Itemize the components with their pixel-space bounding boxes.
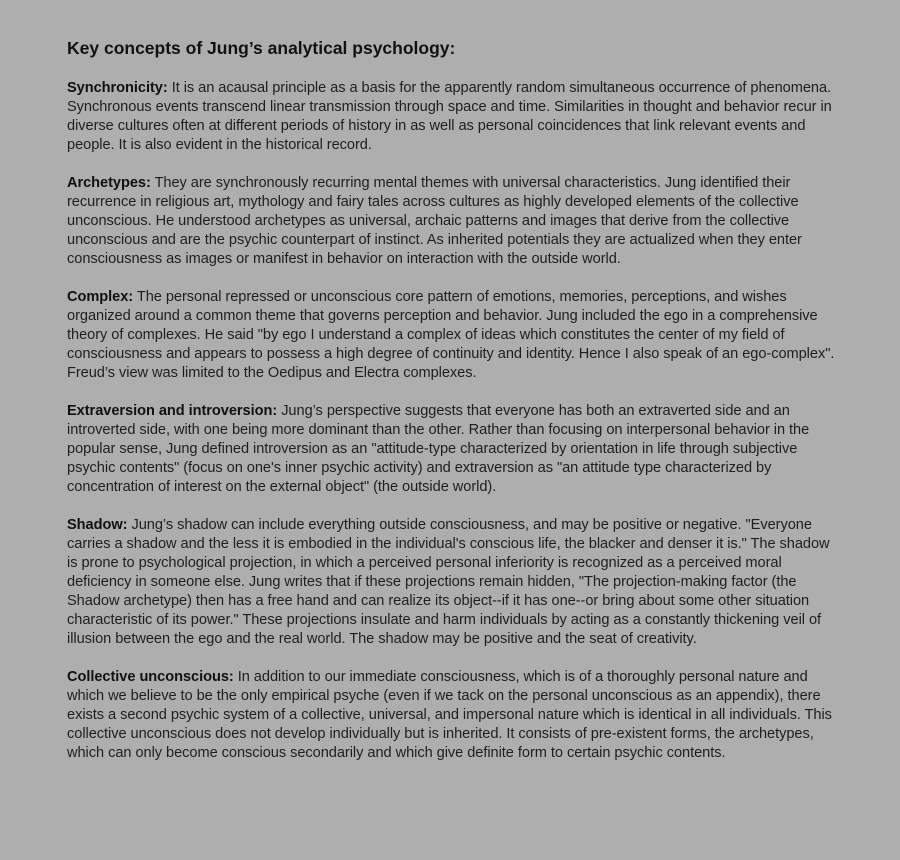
section-text: Jung’s perspective suggests that everyone has both an extraverted side and an introverted side, with one being more dominant than the other. Rather than focusing on interpersonal behavior in the popular sense, Jung defined introversion as an "attitude-type characterized by orientation in life through subjective psychic contents" (focus on one's inner psychic activity) and extraversion as "an attitude type characterized by concentration of interest on the external object" (the outside world). bbox=[67, 403, 810, 495]
section-text: They are synchronously recurring mental themes with universal characteristics. Jung identified their recurrence in religious art, mythology and fairy tales across cultures as highly developed elements of the collective unconscious. He understood archetypes as universal, archaic patterns and images that derive from the collective unconscious and are the psychic counterpart of instinct. As inherited potentials they are actualized when they enter consciousness as images or manifest in behavior on interaction with the outside world. bbox=[67, 175, 802, 267]
section-term: Collective unconscious: bbox=[67, 669, 234, 685]
section-text: The personal repressed or unconscious core pattern of emotions, memories, perceptions, and wishes organized around a common theme that governs perception and behavior. Jung included the ego in a comprehensive theory of complexes. He said "by ego I understand a complex of ideas which constitutes the center of my field of consciousness and appears to possess a high degree of continuity and identity. Hence I also speak of an ego-complex". Freud’s view was limited to the Oedipus and Electra complexes. bbox=[67, 289, 835, 381]
section-text: It is an acausal principle as a basis for the apparently random simultaneous occurrence of phenomena. Synchronous events transcend linear transmission through space and time. Similarities in thought and behavior recur in diverse cultures often at different periods of history in as well as personal coincidences that link relevant events and people. It is also evident in the historical record. bbox=[67, 80, 832, 153]
section-text: In addition to our immediate consciousness, which is of a thoroughly personal nature and which we believe to be the only empirical psyche (even if we tack on the personal unconscious as an appendix), there exists a second psychic system of a collective, universal, and impersonal nature which is identical in all individuals. This collective unconscious does not develop individually but is inherited. It consists of pre-existent forms, the archetypes, which can only become conscious secondarily and which give definite form to certain psychic contents. bbox=[67, 669, 832, 761]
section-collective-unconscious bbox=[67, 668, 840, 763]
section-text: Jung’s shadow can include everything outside consciousness, and may be positive or negative. "Everyone carries a shadow and the less it is embodied in the individual's conscious life, the blacker and denser it is." The shadow is prone to psychological projection, in which a perceived personal inferiority is recognized as a perceived moral deficiency in someone else. Jung writes that if these projections remain hidden, "The projection-making factor (the Shadow archetype) then has a free hand and can realize its object--if it has one--or bring about some other situation characteristic of its power." These projections insulate and harm individuals by acting as a constantly thickening veil of illusion between the ego and the real world. The shadow may be positive and the seat of creativity. bbox=[67, 517, 830, 647]
section-term: Shadow: bbox=[67, 517, 128, 533]
section-term: Complex: bbox=[67, 289, 134, 305]
section-term: Archetypes: bbox=[67, 175, 151, 191]
section-term: Extraversion and introversion: bbox=[67, 403, 278, 419]
page-title: Key concepts of Jung’s analytical psychology: bbox=[67, 38, 456, 58]
section-complex bbox=[67, 288, 840, 383]
section-extraversion-introversion bbox=[67, 402, 840, 497]
section-shadow bbox=[67, 516, 840, 649]
section-term: Synchronicity: bbox=[67, 80, 168, 96]
section-archetypes bbox=[67, 174, 840, 269]
section-synchronicity bbox=[67, 79, 840, 155]
